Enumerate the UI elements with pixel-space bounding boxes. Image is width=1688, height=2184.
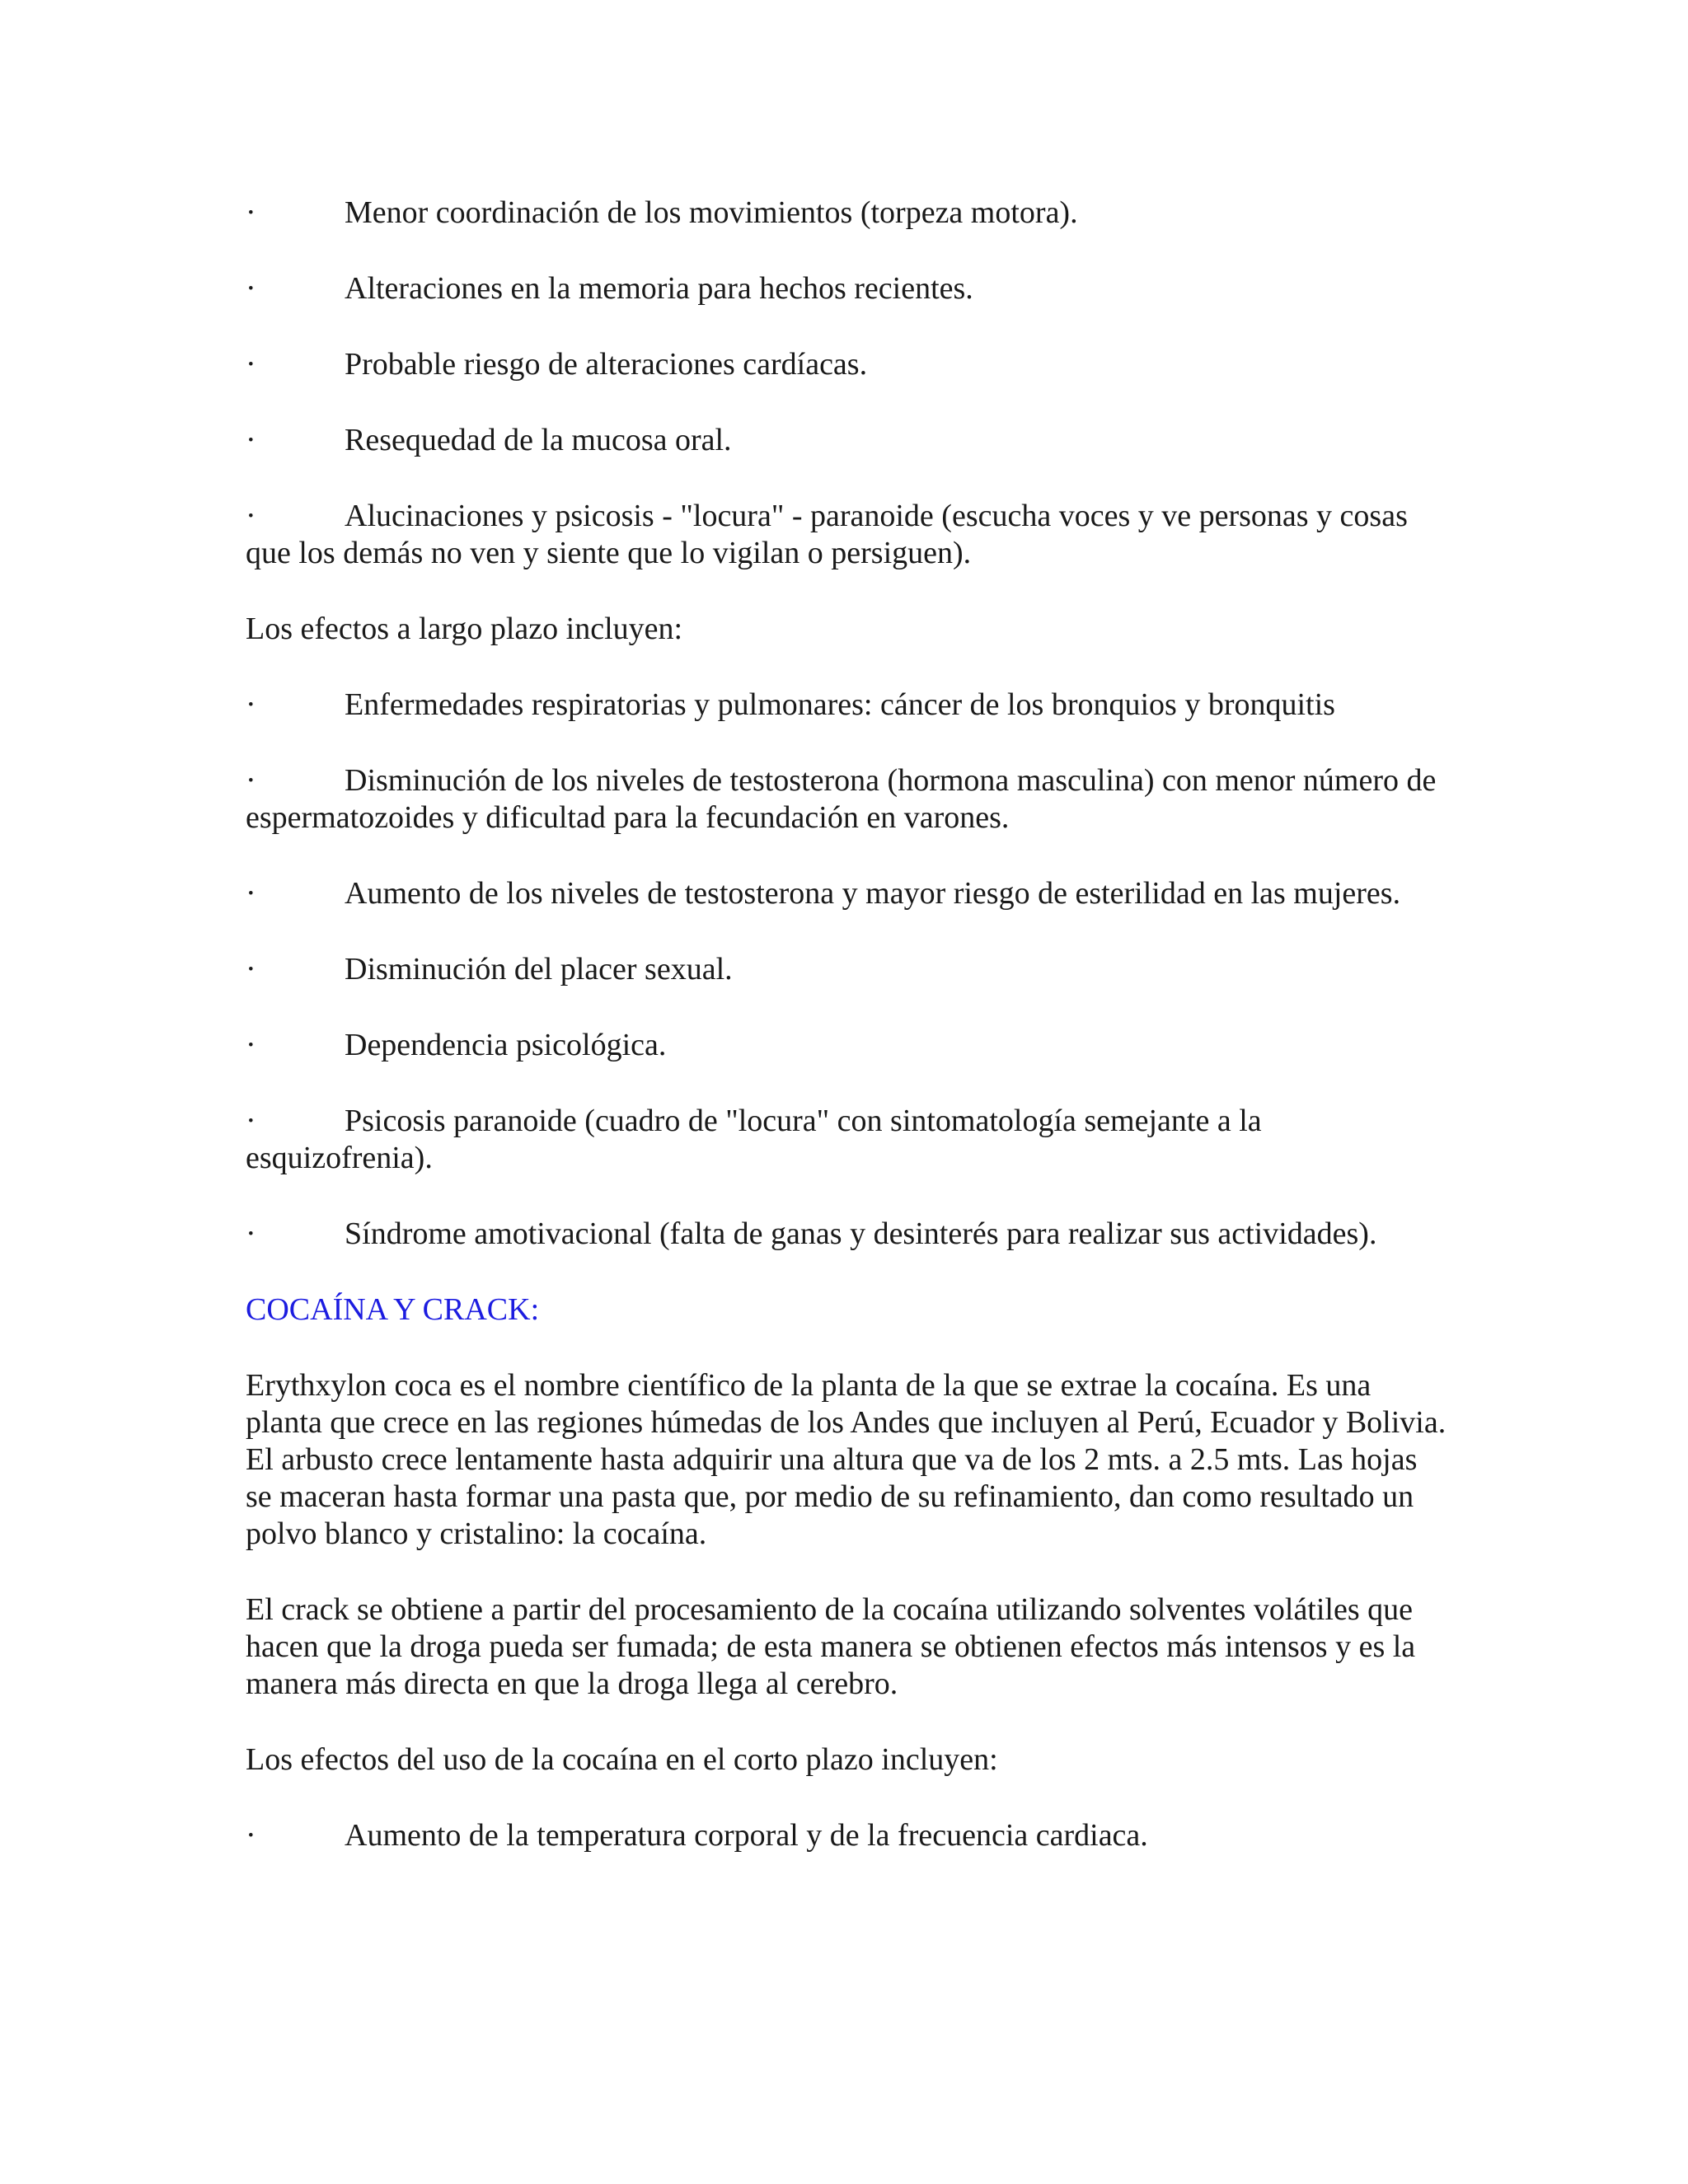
- bullet-marker: ·: [246, 1104, 256, 1138]
- bullet-text: Disminución del placer sexual.: [345, 952, 733, 987]
- bullet-marker: ·: [246, 876, 256, 911]
- bullet-item: [246, 1027, 1449, 1064]
- bullet-marker: ·: [246, 271, 256, 306]
- bullet-item: [246, 270, 1449, 307]
- bullet-marker: ·: [246, 952, 256, 987]
- bullet-text: Enfermedades respiratorias y pulmonares: cáncer de los bronquios y bronquitis: [345, 687, 1335, 722]
- bullet-item: [246, 951, 1449, 988]
- bullet-marker: ·: [246, 423, 256, 457]
- paragraph: Erythxylon coca es el nombre científico de la planta de la que se extrae la cocaína. Es una planta que crece en las regiones húmedas de los Andes que incluyen al Perú, Ecuador y Bolivia. El arbusto crece lentamente hasta adquirir una altura que va de los 2 mts. a 2.5 mts. Las hojas se maceran hasta formar una pasta que, por medio de su refinamiento, dan como resultado un polvo blanco y cristalino: la cocaína.: [246, 1368, 1447, 1551]
- paragraph: Los efectos a largo plazo incluyen:: [246, 612, 683, 646]
- bullet-marker: ·: [246, 687, 256, 722]
- bullet-item: [246, 687, 1449, 724]
- bullet-marker: ·: [246, 1028, 256, 1062]
- bullet-text: Aumento de la temperatura corporal y de la frecuencia cardiaca.: [345, 1818, 1148, 1853]
- bullet-marker: ·: [246, 195, 256, 230]
- paragraph: El crack se obtiene a partir del procesamiento de la cocaína utilizando solventes volátiles que hacen que la droga pueda ser fumada; de esta manera se obtienen efectos más intensos y es la manera más directa en que la droga llega al cerebro.: [246, 1592, 1416, 1701]
- bullet-marker: ·: [246, 499, 256, 533]
- bullet-item: [246, 422, 1449, 459]
- document-page: [246, 194, 1449, 1893]
- bullet-text: Probable riesgo de alteraciones cardíacas.: [345, 347, 868, 382]
- bullet-item: [246, 1216, 1449, 1253]
- bullet-text: Aumento de los niveles de testosterona y mayor riesgo de esterilidad en las mujeres.: [345, 876, 1401, 911]
- bullet-text: Disminución de los niveles de testosterona (hormona masculina) con menor número de espermatozoides y dificultad para la fecundación en varones.: [246, 763, 1437, 835]
- bullet-text: Menor coordinación de los movimientos (torpeza motora).: [345, 195, 1078, 230]
- bullet-text: Alucinaciones y psicosis - "locura" - paranoide (escucha voces y ve personas y cosas que los demás no ven y siente que lo vigilan o persiguen).: [246, 499, 1408, 570]
- bullet-marker: ·: [246, 1818, 256, 1853]
- bullet-text: Síndrome amotivacional (falta de ganas y desinterés para realizar sus actividades).: [345, 1216, 1377, 1251]
- paragraph: Los efectos del uso de la cocaína en el corto plazo incluyen:: [246, 1742, 998, 1777]
- bullet-text: Dependencia psicológica.: [345, 1028, 667, 1062]
- bullet-item: [246, 346, 1449, 383]
- bullet-item: [246, 1103, 1449, 1177]
- bullet-marker: ·: [246, 763, 256, 798]
- bullet-marker: ·: [246, 1216, 256, 1251]
- bullet-item: [246, 762, 1449, 837]
- bullet-item: [246, 498, 1449, 572]
- bullet-text: Psicosis paranoide (cuadro de "locura" con sintomatología semejante a la esquizofrenia).: [246, 1104, 1262, 1175]
- bullet-text: Alteraciones en la memoria para hechos recientes.: [345, 271, 973, 306]
- bullet-item: [246, 194, 1449, 232]
- bullet-item: [246, 1817, 1449, 1854]
- bullet-text: Resequedad de la mucosa oral.: [345, 423, 732, 457]
- bullet-item: [246, 875, 1449, 912]
- bullet-marker: ·: [246, 347, 256, 382]
- section-heading: COCAÍNA Y CRACK:: [246, 1292, 540, 1327]
